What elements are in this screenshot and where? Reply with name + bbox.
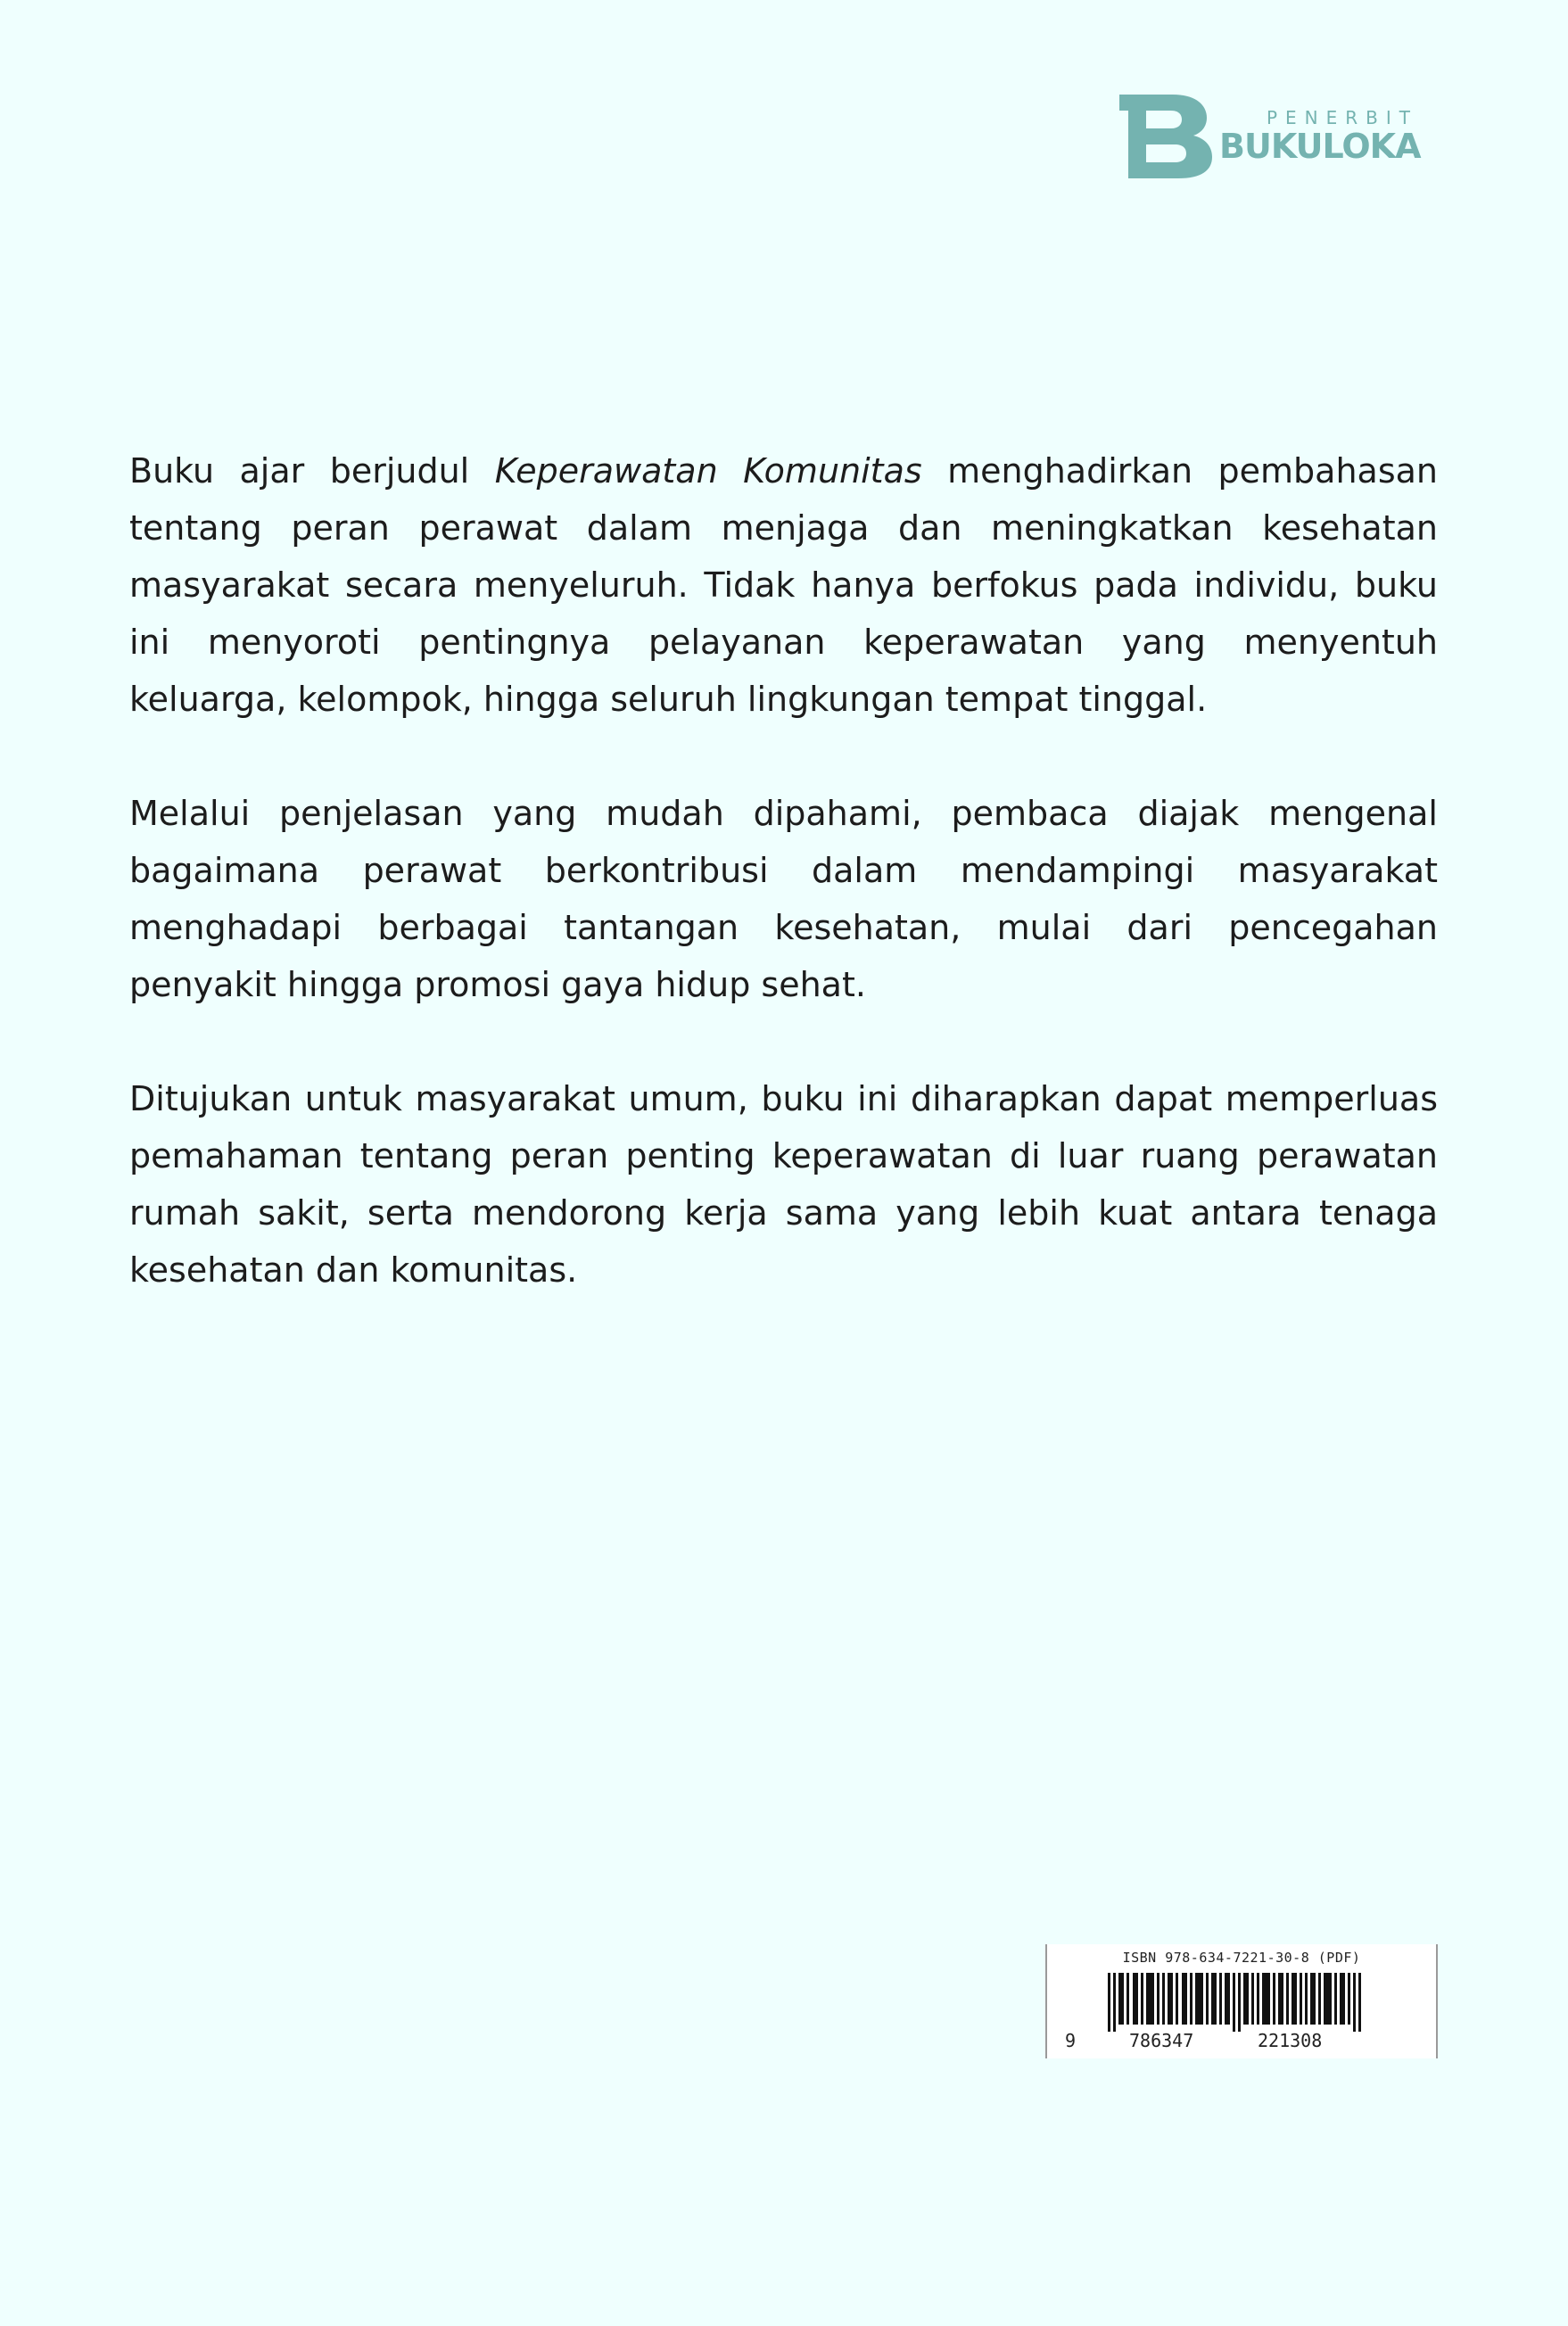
barcode-first-digit: 9 [1065,2030,1077,2051]
isbn-barcode [1045,1944,1438,2058]
logo-penerbit-text: PENERBIT [1266,107,1419,128]
barcode-right-digits: 221308 [1258,2030,1323,2051]
isbn-label: ISBN 978-634-7221-30-8 (PDF) [1122,1950,1361,1966]
barcode-left-digits: 786347 [1129,2030,1194,2051]
logo-b-mark-icon [1119,95,1214,178]
blurb-p1-body: menghadirkan pembahasan tentang peran perawat dalam menjaga dan meningkatkan kesehatan masyarakat secara menyeluruh. Tidak hanya berfokus pada individu, buku ini menyoroti pentingnya pelayanan keperawatan yang menyentuh keluarga, kelompok, hingga seluruh lingkungan tempat tinggal. [129,451,1439,719]
back-cover-blurb [129,442,1438,1356]
logo-publisher-name: BUKULOKA [1219,127,1421,166]
publisher-logo [1119,95,1440,178]
blurb-p1-intro: Buku ajar berjudul [129,451,495,491]
barcode-bars-icon [1097,1973,1522,2032]
blurb-paragraph-2: Melalui penjelasan yang mudah dipahami, pembaca diajak mengenal bagaimana perawat berkontribusi dalam mendampingi masyarakat menghadapi berbagai tantangan kesehatan, mulai dari pencegahan penyakit hingga promosi gaya hidup sehat. [129,794,1438,1004]
blurb-paragraph-3: Ditujukan untuk masyarakat umum, buku ini diharapkan dapat memperluas pemahaman tentang peran penting keperawatan di luar ruang perawatan rumah sakit, serta mendorong kerja sama yang lebih kuat antara tenaga kesehatan dan komunitas. [129,1079,1438,1290]
blurb-paragraph-1 [129,442,1438,728]
book-title: Keperawatan Komunitas [494,451,922,491]
